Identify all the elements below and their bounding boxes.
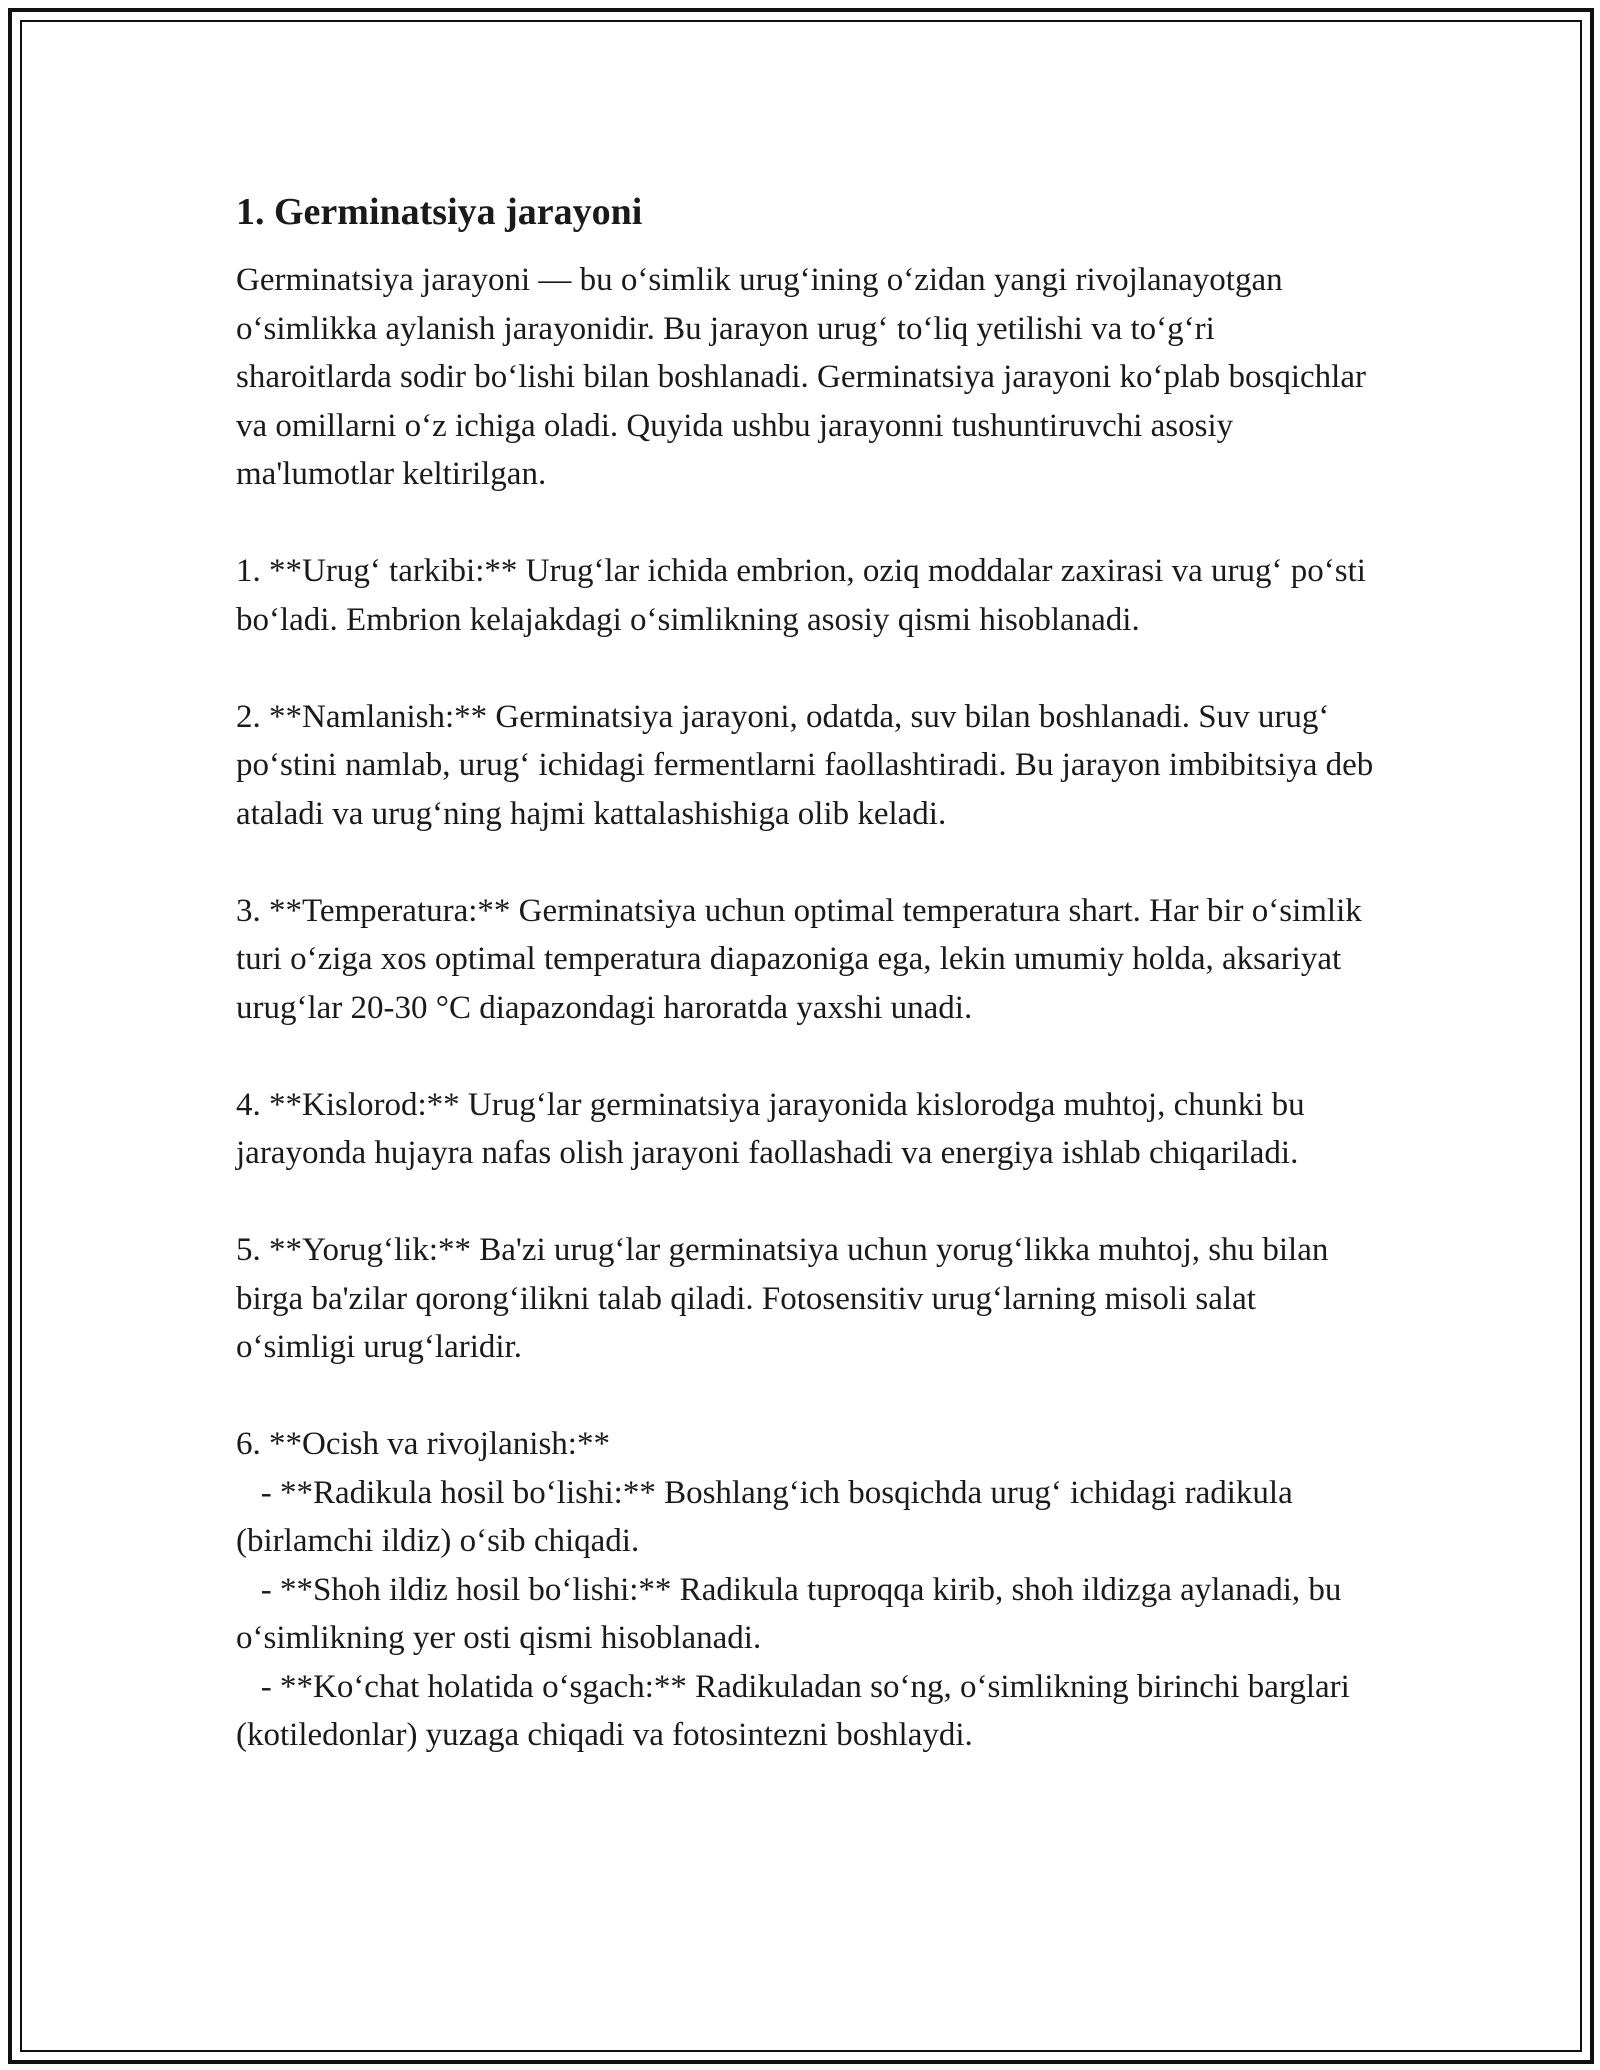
paragraph-gap — [236, 838, 1376, 887]
list-item-urug-tarkibi: 1. **Urug‘ tarkibi:** Urug‘lar ichida embrion, oziq moddalar zaxirasi va urug‘ po‘sti bo‘ladi. Embrion kelajakdagi o‘simlikning asosiy qismi hisoblanadi. — [236, 553, 1375, 638]
paragraph-gap — [236, 644, 1376, 693]
list-item-yoruglik: 5. **Yorug‘lik:** Ba'zi urug‘lar germinatsiya uchun yorug‘likka muhtoj, shu bilan birga ba'zilar qorong‘ilikni talab qiladi. Fotosensitiv urug‘larning misoli salat o‘simligi urug‘laridir. — [236, 1232, 1337, 1365]
document-title: 1. Germinatsiya jarayoni — [236, 191, 643, 233]
paragraph-gap — [236, 1178, 1376, 1227]
subitem-radikula: - **Radikula hosil bo‘lishi:** Boshlang‘ich bosqichda urug‘ ichidagi radikula (birlamchi ildiz) o‘sib chiqadi. — [236, 1474, 1301, 1559]
subitem-kochat: - **Ko‘chat holatida o‘sgach:** Radikuladan so‘ng, o‘simlikning birinchi barglari (kotiledonlar) yuzaga chiqadi va fotosintezni boshlaydi. — [236, 1668, 1359, 1753]
list-item-ocish-heading: 6. **Ocish va rivojlanish:** — [236, 1426, 610, 1462]
paragraph-gap — [236, 1032, 1376, 1081]
document-body — [236, 188, 1382, 1760]
list-item-kislorod: 4. **Kislorod:** Urug‘lar germinatsiya jarayonida kislorodga muhtoj, chunki bu jarayonda hujayra nafas olish jarayoni faollashadi va energiya ishlab chiqariladi. — [236, 1086, 1313, 1171]
intro-paragraph: Germinatsiya jarayoni — bu o‘simlik urug‘ining o‘zidan yangi rivojlanayotgan o‘simlikka aylanish jarayonidir. Bu jarayon urug‘ to‘liq yetilishi va to‘g‘ri sharoitlarda sodir bo‘lishi bilan boshlanadi. Germinatsiya jarayoni ko‘plab bosqichlar va omillarni o‘z ichiga oladi. Quyida ushbu jarayonni tushuntiruvchi asosiy ma'lumotlar keltirilgan. — [236, 262, 1375, 492]
subitem-shoh-ildiz: - **Shoh ildiz hosil bo‘lishi:** Radikula tuproqqa kirib, shoh ildizga aylanadi, bu o‘simlikning yer osti qismi hisoblanadi. — [236, 1571, 1350, 1656]
list-item-temperatura: 3. **Temperatura:** Germinatsiya uchun optimal temperatura shart. Har bir o‘simlik turi o‘ziga xos optimal temperatura diapazoniga ega, lekin umumiy holda, aksariyat urug‘lar 20-30 °C diapazondagi haroratda yaxshi unadi. — [236, 892, 1371, 1026]
paragraph-gap — [236, 1372, 1376, 1421]
list-item-namlanish: 2. **Namlanish:** Germinatsiya jarayoni, odatda, suv bilan boshlanadi. Suv urug‘ po‘stini namlab, urug‘ ichidagi fermentlarni faollashtiradi. Bu jarayon imbibitsiya deb ataladi va urug‘ning hajmi kattalashishiga olib keladi. — [236, 698, 1382, 832]
paragraph-gap — [236, 499, 1376, 548]
